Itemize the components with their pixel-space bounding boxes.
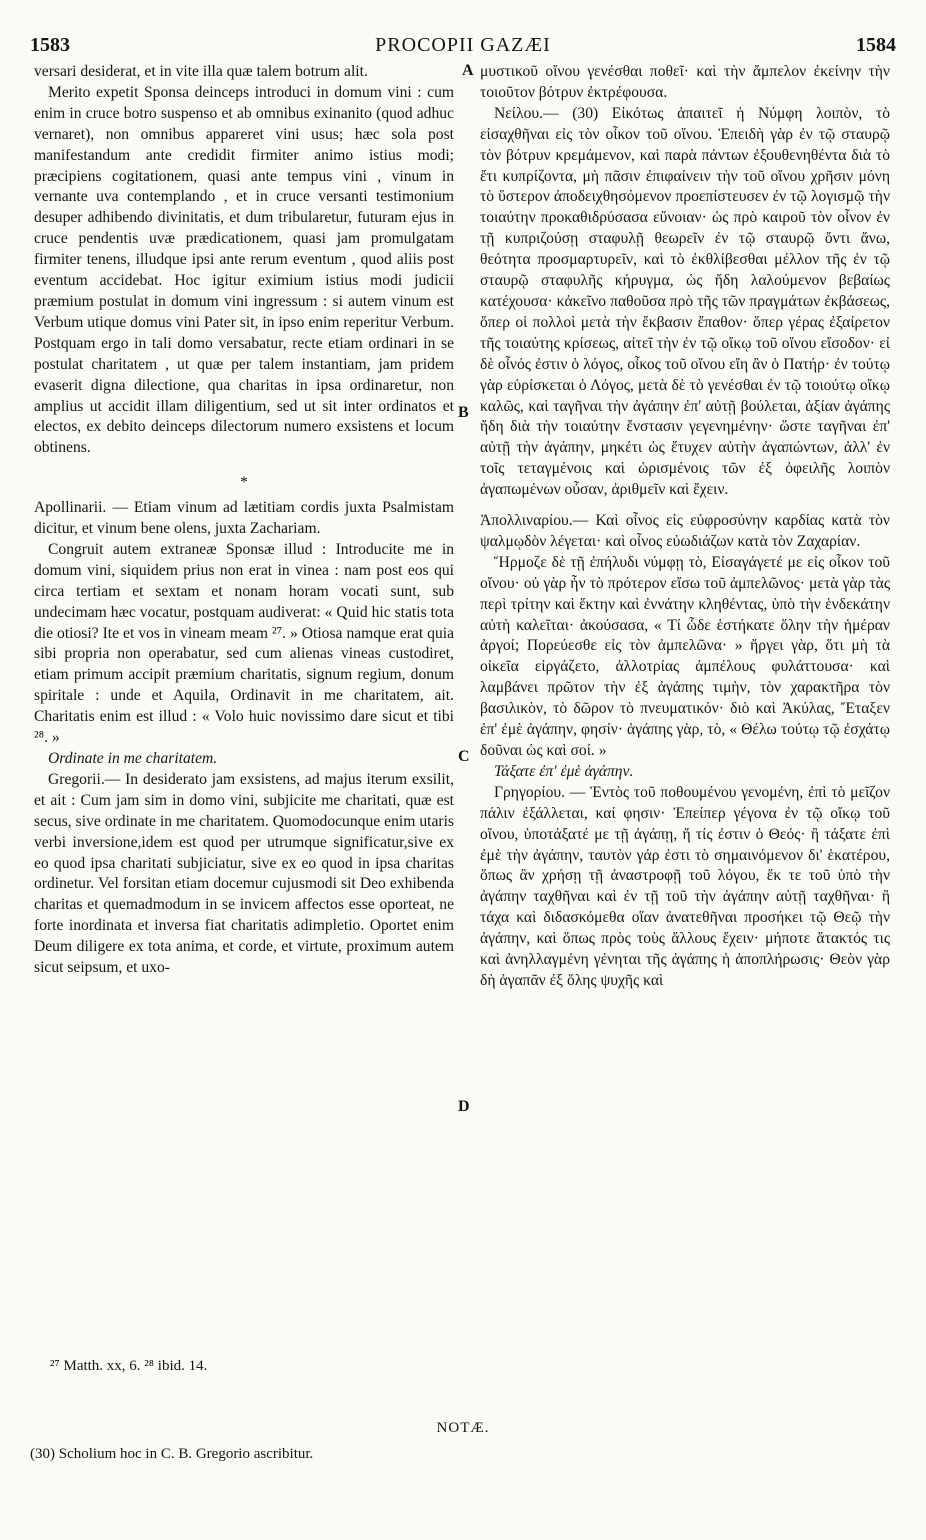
latin-lemma: Ordinate in me charitatem. [48,750,218,767]
greek-paragraph: μυστικοῦ οἴνου γενέσθαι ποθεῖ· καὶ τὴν ἄμπελον ἐκείνην τὴν τοιοῦτον βότρυν ἐκτρέφουσα. [480,63,890,101]
latin-paragraph: Congruit autem extraneæ Sponsæ illud : Introducite me in domum vini, siquidem prius non erat in vinea : nam post eos qui circa tertiam et sextam et nonam horam vocati sunt, sub undecimam hæc vocatur, postquam audiverat: « Quid hic statis tota die otiosi? Ite et vos in vineam meam ²⁷. » Otiosa namque erat quia sibi propria non operabatur, sed cum alienas vineas custodiret, etiam primum accipit præmium charitatis, signum regium, donum spiritale : unde et Aquila, Ordinavit in me charitatem, ait. Charitatis enim est illud : « Volo huic novissimo dare sicut et tibi ²⁸. » [34,540,454,747]
margin-letter-d: D [458,1098,470,1115]
spacer [480,501,890,511]
section-star: * [240,474,248,492]
greek-paragraph: Νείλου.— (30) Εἰκότως ἀπαιτεῖ ἡ Νύμφη λοιπὸν, τὸ εἰσαχθῆναι εἰς τὸν οἶκον τοῦ οἴνου. Ἐπειδὴ γὰρ ἐν τῷ σταυρῷ τὸν βότρυν κρεμάμενον, καὶ παρὰ πάντων ἐξουθενηθέντα διὰ τὸ ἔτι κυπρίζοντα, μὴ πᾶσιν ἐπιφαίνειν τὴν τοῦ οἴνου χρῆσιν μόνη τὸ ὕστερον ἀποδειχθησόμενον προεπίστευσεν ἐν τῷ λογισμῷ τὴν τοιαύτην προκαθιδρύσασα εὔνοιαν· ὡς πρὸ καιροῦ τὸν οἶνον ἐν τῇ κυπριζούσῃ σταφυλῇ θεωρεῖν ἐν τῷ σταυρῷ ὄντι ἄνω, θεότητα προσμαρτυρεῖν, καὶ τὸ ἐκθλίβεσθαι μέλλον τῆς ἐν τῷ σταυρῷ σταφυλῆς κήρυγμα, ὡς ἤδη λαλούμενον βεβαίως κατέχουσα· κἀκεῖνο παθοῦσα πρὸ τῆς τῶν πραγμάτων ἐκβάσεως, ὅπερ οἱ πολλοὶ μετὰ τὴν ἔκβασιν ἔπαθον· ὅπερ γέρας ἐξαίρετον τῆς τοιαύτης κρίσεως, αἰτεῖ τὴν ἐν τῷ οἴκῳ τοῦ οἴνου εἴσοδον· εἰ δὲ οἶνός ἐστιν ὁ λόγος, οἶκος τοῦ οἴνου εἴη ἂν ὁ Πατήρ· ἐν τούτῳ γὰρ εὑρίσκεται ὁ Λόγος, μετὰ δὲ τὸ γενέσθαι ἐν τῷ τοιούτῳ οἴκῳ καλῶς, καὶ ταγῆναι τὴν ἀγάπην ἐπ' αὐτῇ βούλεται, ἀξίαν ἀγάπης ἤδη διὰ τὴν τοιαύτην ἔνστασιν γεγενημένην· ὥστε ταγῆναι ἐπ' αὐτῇ τὴν ἀγάπην, μηκέτι ὡς ἔτυχεν αὐτὴν ἀγαπώντων, ἀλλ' ἐν τοῖς τεταγμένοις καὶ ὡρισμένοις τῶν ἐξ ὀφειλῆς λοιπὸν ἀγαπωμένων οὖσαν, ἀριθμεῖν καὶ ἔχειν. [480,104,890,499]
running-header [0,34,926,60]
running-title: PROCOPII GAZÆI [375,34,551,56]
greek-lemma: Τάξατε ἐπ' ἐμὲ ἀγάπην. [494,762,634,780]
greek-paragraph: Γρηγορίου. — Ἐντὸς τοῦ ποθουμένου γενομένη, ἐπὶ τὸ μεῖζον πάλιν ἐξάλλεται, καί φησιν· Ἐπείπερ γέγονα ἐν τῷ οἴκῳ τοῦ οἴνου, ὑποτάξατέ με τῇ ἀγάπῃ, ἥ τίς ἐστιν ὁ Θεός· ἢ τάξατε ἐπὶ ἐμὲ τὴν ἀγάπην, ταυτὸν γάρ ἐστι τὸ σημαινόμενον δι' ἑκατέρου, ὅπως ἂν χρήσῃ τῇ ἀναστροφῇ τοῦ λόγου, ἔκ τε τοῦ ὑπὸ τὴν ἀγάπην ταχθῆναι καὶ ἐν τῇ τοῦ τὴν ἀγάπην αὐτῇ ταχθῆναι· ἢ τάχα καὶ διδασκόμεθα οἵαν ἀνατεθῆναι προσήκει τῷ Θεῷ τὴν ἀγάπην, καὶ ὅπως πρὸς τοὺς ἄλλους ἔχειν· μήποτε ἄτακτός τις καὶ ἀνηλλαγμένη γένηται τῆς ἀγάπης ἡ ἀποπλήρωσις· Θεὸν γὰρ δὴ ἀγαπᾶν ἐξ ὅλης ψυχῆς καὶ [480,783,890,989]
footnotes: ²⁷ Matth. xx, 6. ²⁸ ibid. 14. [50,1358,208,1374]
margin-letter-c: C [458,748,470,765]
latin-column [34,62,454,979]
margin-letter-b: B [458,404,469,421]
latin-paragraph: Merito expetit Sponsa deinceps introduci in domum vini : cum enim in cruce botro suspenso et ab omnibus exinanito (quod adhuc vernaret), non omnibus appareret vini usus; hæc sola post manifestandum ante credidit firmiter animo istius modi; præcipiens cogitationem, quasi ante tempus vini , vinum in vernante uva contemplando , et in cruce versanti testimonium desuper adhibendo divinitatis, et dum tribularetur, futuram ejus in cruce pendentis uvæ prædicationem, quasi jam promulgatam firmiter tenens, illudque ipsi ante rerum eventum , quod aliis post eventum accidebat. Hoc igitur eximium istius modi judicii præmium postulat in domum vini ingressum : si autem vinum est Verbum utique domus vini Pater sit, in ipso enim reperitur Verbum. Postquam ergo in tali domo versabatur, recte etiam ordinari in se postulat charitatem , ut quæ per talem instantiam, jam pridem evaserit digna dilectione, qua charitas in ipsa ordinaretur, non amplius ut accidit illam diligentium, sed ut sit inter ordinatos et electos, ex debito deinceps dilectorum numero exsistens et locum obtinens. [34,83,454,457]
greek-paragraph: Ἀπολλιναρίου.— Καὶ οἶνος εἰς εὐφροσύνην καρδίας κατὰ τὸν ψαλμῳδὸν λέγεται· καὶ οἶνος εὐωδιάζων κατὰ τὸν Ζαχαρίαν. [480,512,890,550]
margin-letter-a: A [462,62,474,79]
notes-heading: NOTÆ. [436,1420,490,1436]
latin-paragraph: Gregorii.— In desiderato jam exsistens, ad majus iterum exsilit, et ait : Cum jam sim in domo vini, subjicite me charitati, quæ est secus, sive ordinate in me charitatem. Quomodocunque enim utaris verbi inversione,idem est quod per utrumque significatur,sive ex eo quod ipsa charitati subjiciatur, sive ex eo quod in ipsa charitas ordinetur. Vel forsitan etiam docemur cujusmodi sit Deo exhibenda charitas et quemadmodum in se invicem affectos esse oporteat, ne forte inordinata et inversa fiat charitatis adimpletio. Oportet enim Deum diligere ex tota anima, et corde, et virtute, proximum autem sicut seipsum, et uxo- [34,770,454,977]
latin-paragraph: versari desiderat, et in vite illa quæ talem botrum alit. [34,63,368,80]
page-number-right: 1584 [856,34,896,56]
latin-paragraph: Apollinarii. — Etiam vinum ad lætitiam cordis juxta Psalmistam dicitur, et vinum bene olens, juxta Zachariam. [34,499,454,538]
note-30: (30) Scholium hoc in C. B. Gregorio ascribitur. [30,1446,314,1462]
greek-paragraph: Ἥρμοζε δὲ τῇ ἐπήλυδι νύμφῃ τὸ, Εἰσαγάγετέ με εἰς οἶκον τοῦ οἴνου· οὐ γὰρ ἦν τὸ πρότερον εἴσω τοῦ ἀμπελῶνος· μετὰ γὰρ τὰς περὶ τρίτην καὶ ἕκτην καὶ ἐννάτην κληθέντας, ὑπὸ τὴν ἑνδεκάτην αὐτὴ καλεῖται· ἀκούσασα, « Τί ὧδε ἑστήκατε ὅλην τὴν ἡμέραν ἀργοί; Πορεύεσθε εἰς τὸν ἀμπελῶνα· » ἤργει γὰρ, ὅτι μὴ τὰ οἰκεῖα εἰργάζετο, ἀλλοτρίας ἀμπέλους φυλάττουσα· καὶ λαμβάνει πρῶτον τὴν ἐξ ἀγάπης τιμὴν, τὸν χαρακτῆρα τὸν βασιλικὸν, τὸ δῶρον τὸ πνευματικόν· διὸ καὶ Ἀκύλας, Ἔταξεν ἐπ' ἐμὲ ἀγάπην, φησίν· ἀγάπης γὰρ, τὸ, « Θέλω τούτῳ τῷ ἐσχάτῳ δοῦναι ὡς καὶ σοί. » [480,553,890,759]
page-number-left: 1583 [30,34,70,56]
greek-column [480,62,890,992]
